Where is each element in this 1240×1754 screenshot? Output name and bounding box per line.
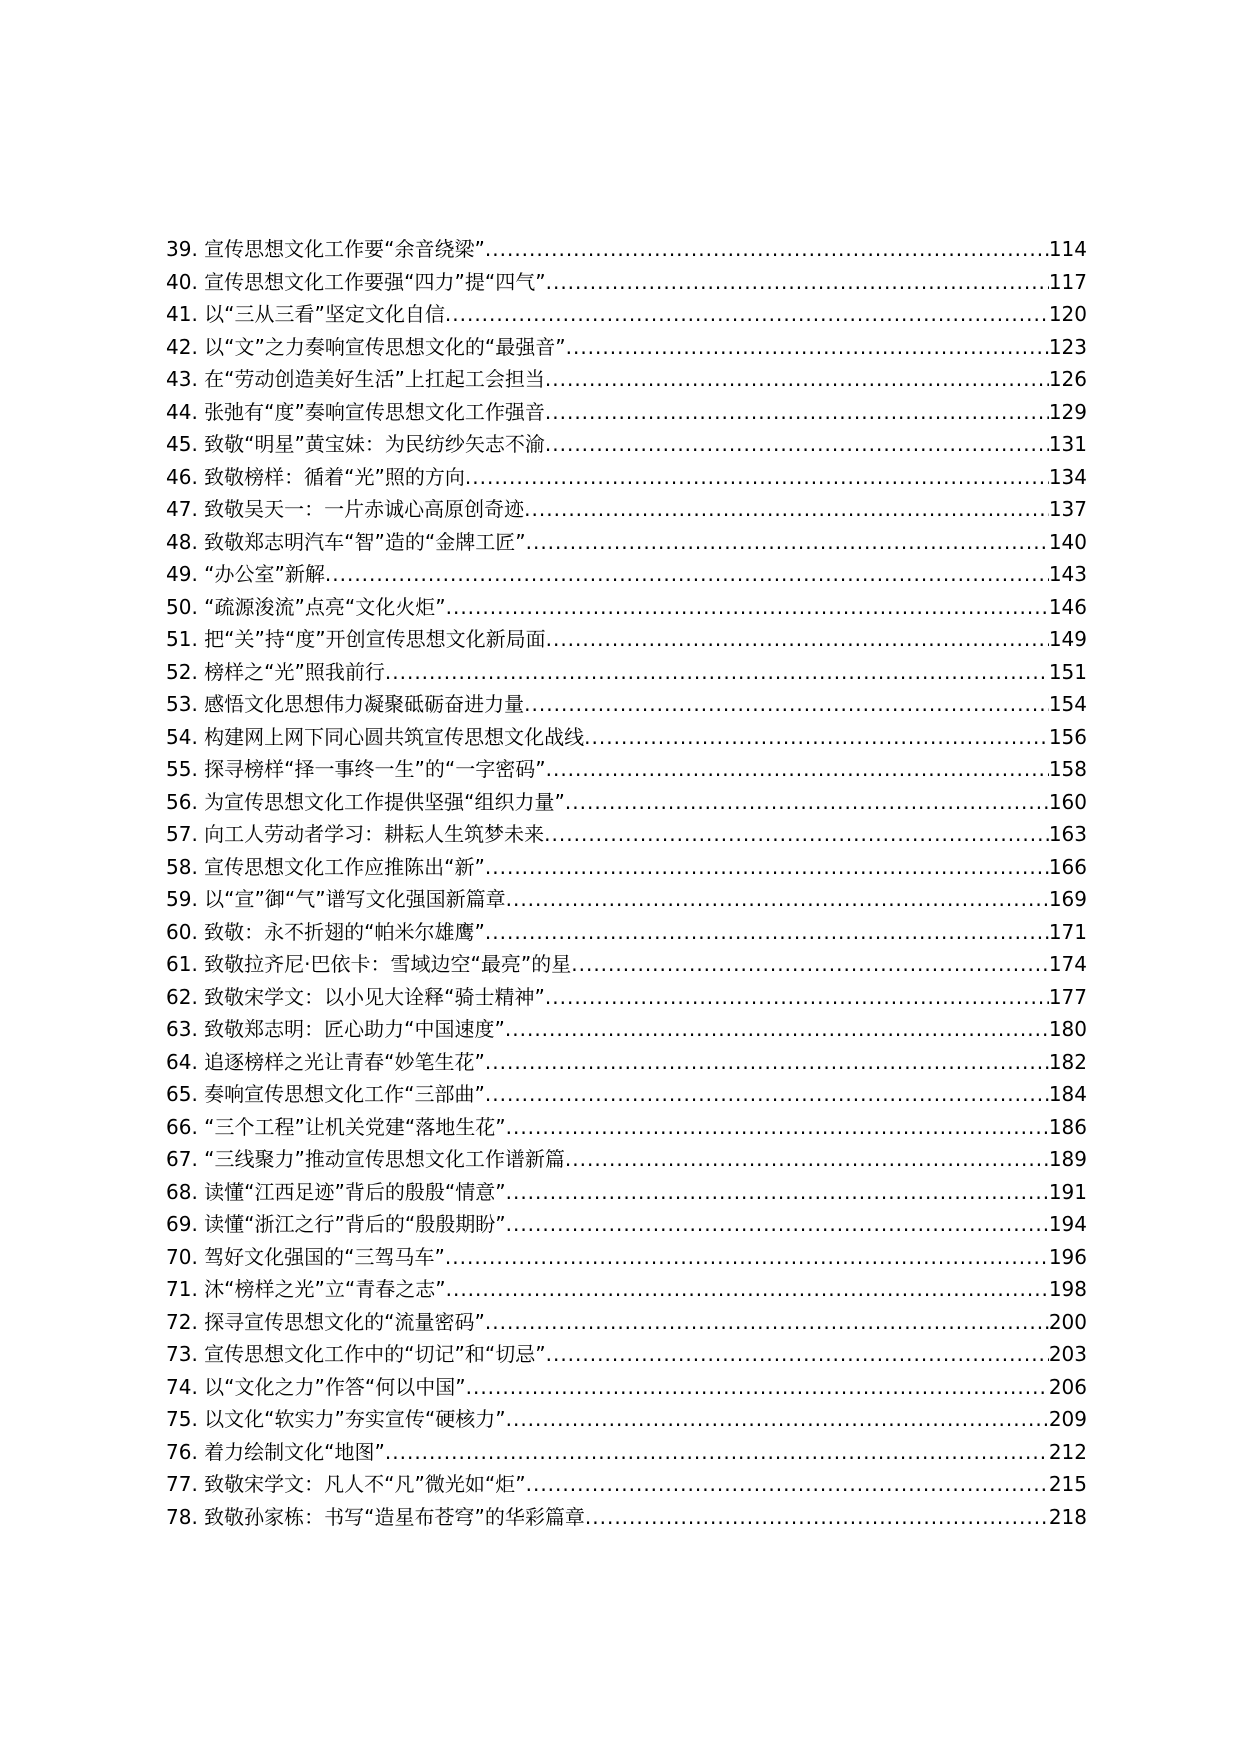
toc-entry-title: 52. 榜样之“光”照我前行: [166, 659, 385, 684]
toc-page-number: 154: [1048, 692, 1087, 716]
toc-entry-title: 66. “三个工程”让机关党建“落地生花”: [166, 1114, 506, 1139]
toc-entry[interactable]: [166, 558, 1087, 590]
toc-page-number: 174: [1048, 952, 1087, 976]
toc-entry[interactable]: [166, 1371, 1087, 1403]
toc-entry-title: 39. 宣传思想文化工作要“余音绕梁”: [166, 237, 485, 261]
toc-entry[interactable]: [166, 526, 1087, 558]
toc-dot-leader: [445, 298, 1049, 330]
toc-entry[interactable]: [166, 1306, 1087, 1338]
toc-page-number: 131: [1048, 432, 1087, 456]
toc-dot-leader: [584, 721, 1049, 753]
toc-entry-title: 76. 着力绘制文化“地图”: [166, 1439, 385, 1464]
toc-page-number: 191: [1048, 1179, 1087, 1204]
toc-entry[interactable]: [166, 883, 1087, 915]
toc-entry-title: 77. 致敬宋学文：凡人不“凡”微光如“炬”: [166, 1472, 526, 1496]
toc-dot-leader: [506, 1208, 1049, 1240]
toc-entry-title: 45. 致敬“明星”黄宝妹：为民纺纱矢志不渝: [166, 432, 545, 456]
toc-entry[interactable]: [166, 1338, 1087, 1370]
toc-dot-leader: [565, 1143, 1049, 1175]
toc-entry-title: 70. 驾好文化强国的“三驾马车”: [166, 1244, 445, 1269]
toc-dot-leader: [485, 233, 1049, 265]
toc-entry-title: 43. 在“劳动创造美好生活”上扛起工会担当: [166, 367, 545, 391]
toc-page-number: 114: [1048, 237, 1087, 261]
toc-dot-leader: [446, 1273, 1049, 1305]
toc-entry[interactable]: [166, 916, 1087, 948]
toc-entry[interactable]: [166, 1208, 1087, 1240]
toc-entry[interactable]: [166, 1436, 1087, 1468]
toc-entry-title: 59. 以“宣”御“气”谱写文化强国新篇章: [166, 887, 506, 911]
toc-entry-title: 44. 张弛有“度”奏响宣传思想文化工作强音: [166, 399, 545, 424]
toc-entry-title: 78. 致敬孙家栋：书写“造星布苍穹”的华彩篇章: [166, 1504, 585, 1529]
toc-page-number: 184: [1048, 1082, 1087, 1106]
toc-entry-title: 42. 以“文”之力奏响宣传思想文化的“最强音”: [166, 334, 566, 359]
toc-entry-title: 41. 以“三从三看”坚定文化自信: [166, 302, 445, 326]
toc-page-number: 126: [1048, 367, 1087, 391]
toc-entry-title: 75. 以文化“软实力”夯实宣传“硬核力”: [166, 1407, 506, 1431]
toc-entry[interactable]: [166, 331, 1087, 363]
toc-entry[interactable]: [166, 298, 1087, 330]
toc-entry-title: 67. “三线聚力”推动宣传思想文化工作谱新篇: [166, 1147, 565, 1171]
toc-entry[interactable]: [166, 1176, 1087, 1208]
toc-dot-leader: [446, 591, 1049, 623]
toc-entry-title: 49. “办公室”新解: [166, 562, 325, 586]
toc-dot-leader: [485, 1046, 1049, 1078]
toc-dot-leader: [546, 753, 1049, 785]
toc-entry[interactable]: [166, 753, 1087, 785]
toc-page-number: 117: [1048, 269, 1087, 294]
toc-entry[interactable]: [166, 688, 1087, 720]
toc-dot-leader: [506, 1111, 1049, 1143]
toc-dot-leader: [546, 1338, 1049, 1370]
toc-dot-leader: [526, 1468, 1049, 1500]
toc-dot-leader: [485, 1306, 1049, 1338]
toc-entry-title: 71. 沐“榜样之光”立“青春之志”: [166, 1277, 446, 1301]
toc-page-number: 218: [1048, 1504, 1087, 1529]
toc-page-number: 149: [1048, 627, 1087, 651]
toc-dot-leader: [506, 883, 1049, 915]
toc-page-number: 151: [1048, 659, 1087, 684]
toc-dot-leader: [546, 623, 1049, 655]
toc-entry[interactable]: [166, 461, 1087, 493]
toc-entry-title: 55. 探寻榜样“择一事终一生”的“一字密码”: [166, 757, 546, 781]
toc-entry[interactable]: [166, 1013, 1087, 1045]
toc-dot-leader: [465, 461, 1049, 493]
toc-entry-title: 69. 读懂“浙江之行”背后的“殷殷期盼”: [166, 1212, 506, 1236]
toc-entry-title: 58. 宣传思想文化工作应推陈出“新”: [166, 854, 485, 879]
toc-entry[interactable]: [166, 623, 1087, 655]
toc-entry[interactable]: [166, 818, 1087, 850]
toc-entry-title: 73. 宣传思想文化工作中的“切记”和“切忌”: [166, 1342, 546, 1366]
toc-page-number: 143: [1048, 562, 1087, 586]
toc-entry-title: 54. 构建网上网下同心圆共筑宣传思想文化战线: [166, 724, 585, 749]
toc-dot-leader: [526, 526, 1049, 558]
toc-entry[interactable]: [166, 493, 1087, 525]
toc-page-number: 158: [1048, 757, 1087, 781]
toc-dot-leader: [571, 948, 1049, 980]
toc-entry[interactable]: [166, 591, 1087, 623]
toc-page-number: 156: [1048, 724, 1087, 749]
toc-page-number: 163: [1048, 822, 1087, 846]
toc-dot-leader: [524, 688, 1049, 720]
toc-entry-title: 40. 宣传思想文化工作要强“四力”提“四气”: [166, 269, 546, 294]
toc-page-number: 177: [1048, 984, 1087, 1009]
toc-dot-leader: [566, 331, 1049, 363]
toc-page-number: 198: [1048, 1277, 1087, 1301]
toc-entry-title: 50. “疏源浚流”点亮“文化火炬”: [166, 594, 446, 619]
toc-entry[interactable]: [166, 1111, 1087, 1143]
toc-page-number: 146: [1048, 594, 1087, 619]
toc-dot-leader: [445, 1241, 1049, 1273]
toc-entry-title: 51. 把“关”持“度”开创宣传思想文化新局面: [166, 627, 546, 651]
toc-entry[interactable]: [166, 233, 1087, 265]
toc-page-number: 140: [1048, 529, 1087, 554]
toc-entry-title: 46. 致敬榜样：循着“光”照的方向: [166, 464, 465, 489]
toc-page-number: 134: [1048, 464, 1087, 489]
toc-page-number: 129: [1048, 399, 1087, 424]
toc-entry[interactable]: [166, 396, 1087, 428]
toc-dot-leader: [385, 1436, 1049, 1468]
toc-entry-title: 72. 探寻宣传思想文化的“流量密码”: [166, 1309, 485, 1334]
toc-entry-title: 53. 感悟文化思想伟力凝聚砥砺奋进力量: [166, 692, 525, 716]
toc-entry[interactable]: [166, 1078, 1087, 1110]
toc-entry[interactable]: [166, 1501, 1087, 1533]
toc-entry-title: 57. 向工人劳动者学习：耕耘人生筑梦未来: [166, 822, 545, 846]
toc-dot-leader: [485, 916, 1049, 948]
toc-entry-title: 48. 致敬郑志明汽车“智”造的“金牌工匠”: [166, 529, 526, 554]
toc-dot-leader: [585, 1501, 1049, 1533]
toc-entry-title: 65. 奏响宣传思想文化工作“三部曲”: [166, 1082, 485, 1106]
toc-entry-title: 68. 读懂“江西足迹”背后的殷殷“情意”: [166, 1179, 506, 1204]
toc-page-number: 189: [1048, 1147, 1087, 1171]
toc-page-number: 171: [1048, 919, 1087, 944]
toc-dot-leader: [485, 851, 1049, 883]
toc-page-number: 209: [1048, 1407, 1087, 1431]
toc-entry-title: 63. 致敬郑志明：匠心助力“中国速度”: [166, 1017, 505, 1041]
toc-dot-leader: [325, 558, 1049, 590]
toc-page-number: 206: [1048, 1374, 1087, 1399]
toc-page-number: 186: [1048, 1114, 1087, 1139]
toc-dot-leader: [385, 656, 1049, 688]
toc-dot-leader: [466, 1371, 1049, 1403]
toc-entry-title: 61. 致敬拉齐尼·巴依卡：雪域边空“最亮”的星: [166, 952, 572, 976]
toc-page-number: 200: [1048, 1309, 1087, 1334]
toc-entry[interactable]: [166, 1046, 1087, 1078]
toc-page-number: 120: [1048, 302, 1087, 326]
toc-page-number: 215: [1048, 1472, 1087, 1496]
toc-entry[interactable]: [166, 656, 1087, 688]
toc-dot-leader: [545, 981, 1049, 1013]
toc-page-number: 180: [1048, 1017, 1087, 1041]
toc-page-number: 123: [1048, 334, 1087, 359]
toc-entry[interactable]: [166, 363, 1087, 395]
toc-dot-leader: [546, 266, 1049, 298]
toc-entry[interactable]: [166, 981, 1087, 1013]
toc-dot-leader: [505, 1013, 1049, 1045]
toc-page-number: 166: [1048, 854, 1087, 879]
toc-dot-leader: [506, 1176, 1049, 1208]
toc-page-number: 160: [1048, 789, 1087, 814]
toc-dot-leader: [485, 1078, 1049, 1110]
toc-entry-title: 56. 为宣传思想文化工作提供坚强“组织力量”: [166, 789, 565, 814]
toc-entry[interactable]: [166, 1241, 1087, 1273]
toc-page-number: 212: [1048, 1439, 1087, 1464]
toc-entry[interactable]: [166, 1468, 1087, 1500]
toc-entry[interactable]: [166, 851, 1087, 883]
toc-dot-leader: [545, 428, 1049, 460]
toc-page-number: 182: [1048, 1049, 1087, 1074]
toc-dot-leader: [545, 363, 1049, 395]
toc-page-number: 169: [1048, 887, 1087, 911]
toc-dot-leader: [524, 493, 1049, 525]
toc-page-number: 137: [1048, 497, 1087, 521]
toc-entry-title: 74. 以“文化之力”作答“何以中国”: [166, 1374, 466, 1399]
toc-page-number: 203: [1048, 1342, 1087, 1366]
toc-entry[interactable]: [166, 1273, 1087, 1305]
toc-dot-leader: [565, 786, 1049, 818]
toc-entry-title: 62. 致敬宋学文：以小见大诠释“骑士精神”: [166, 984, 545, 1009]
toc-entry-title: 60. 致敬：永不折翅的“帕米尔雄鹰”: [166, 919, 485, 944]
toc-entry[interactable]: [166, 1403, 1087, 1435]
toc-entry-title: 64. 追逐榜样之光让青春“妙笔生花”: [166, 1049, 485, 1074]
toc-page-number: 194: [1048, 1212, 1087, 1236]
toc-entry-title: 47. 致敬吴天一：一片赤诚心高原创奇迹: [166, 497, 525, 521]
toc-entry[interactable]: [166, 266, 1087, 298]
toc-entry[interactable]: [166, 428, 1087, 460]
toc-entry[interactable]: [166, 786, 1087, 818]
toc-entry[interactable]: [166, 948, 1087, 980]
toc-page-number: 196: [1048, 1244, 1087, 1269]
toc-entry[interactable]: [166, 721, 1087, 753]
toc-dot-leader: [545, 396, 1049, 428]
toc-dot-leader: [506, 1403, 1049, 1435]
toc-entry[interactable]: [166, 1143, 1087, 1175]
toc-dot-leader: [544, 818, 1049, 850]
